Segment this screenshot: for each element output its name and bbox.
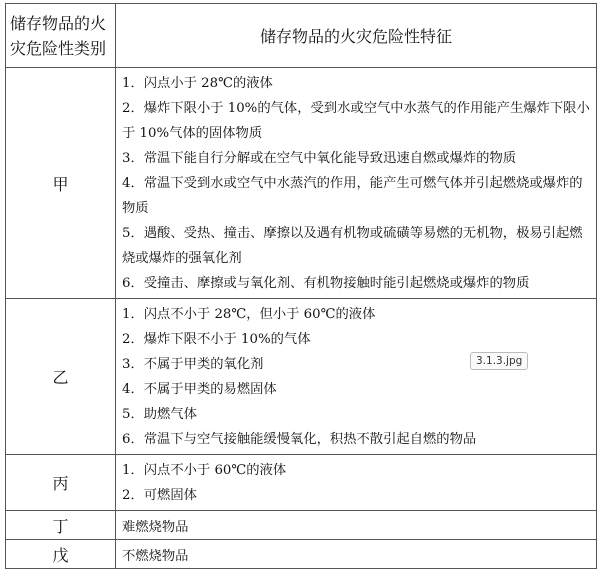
list-item: 2．爆炸下限不小于 10%的气体	[122, 332, 311, 347]
list-item: 4．不属于甲类的易燃固体	[122, 382, 277, 397]
class-cell: 丁	[6, 511, 116, 540]
table-row	[6, 455, 597, 511]
table-row	[6, 540, 597, 569]
features-cell	[116, 455, 597, 511]
table-row	[6, 68, 597, 299]
list-item: 2．爆炸下限小于 10%的气体，受到水或空气中水蒸气的作用能产生爆炸下限小于 10%气体的固体物质	[122, 101, 590, 141]
list-item: 5．遇酸、受热、撞击、摩擦以及遇有机物或硫磺等易燃的无机物，极易引起燃烧或爆炸的强氧化剂	[122, 226, 583, 266]
list-item: 4．常温下受到水或空气中水蒸汽的作用，能产生可燃气体并引起燃烧或爆炸的物质	[122, 176, 583, 216]
class-cell: 丙	[6, 455, 116, 511]
list-item: 3．常温下能自行分解或在空气中氧化能导致迅速自燃或爆炸的物质	[122, 151, 517, 166]
header-row	[6, 4, 597, 68]
fire-hazard-table	[5, 3, 597, 569]
list-item: 3．不属于甲类的氧化剂	[122, 357, 264, 372]
class-cell: 戊	[6, 540, 116, 569]
header-features: 储存物品的火灾危险性特征	[116, 4, 597, 68]
list-item: 1．闪点不小于 28℃，但小于 60℃的液体	[122, 307, 376, 322]
list-item: 1．闪点不小于 60℃的液体	[122, 463, 287, 478]
list-item: 6．常温下与空气接触能缓慢氧化，积热不散引起自燃的物品	[122, 432, 477, 447]
image-filename-tag: 3.1.3.jpg	[470, 352, 528, 370]
features-cell	[116, 299, 597, 455]
features-cell: 难燃烧物品	[116, 511, 597, 540]
class-cell: 乙	[6, 299, 116, 455]
header-category: 储存物品的火灾危险性类别	[6, 4, 116, 68]
list-item: 1．闪点小于 28℃的液体	[122, 76, 273, 91]
class-cell: 甲	[6, 68, 116, 299]
list-item: 5．助燃气体	[122, 407, 197, 422]
features-cell: 不燃烧物品	[116, 540, 597, 569]
features-cell	[116, 68, 597, 299]
list-item: 2．可燃固体	[122, 488, 197, 503]
table-row	[6, 299, 597, 455]
table-row	[6, 511, 597, 540]
list-item: 6．受撞击、摩擦或与氧化剂、有机物接触时能引起燃烧或爆炸的物质	[122, 276, 530, 291]
